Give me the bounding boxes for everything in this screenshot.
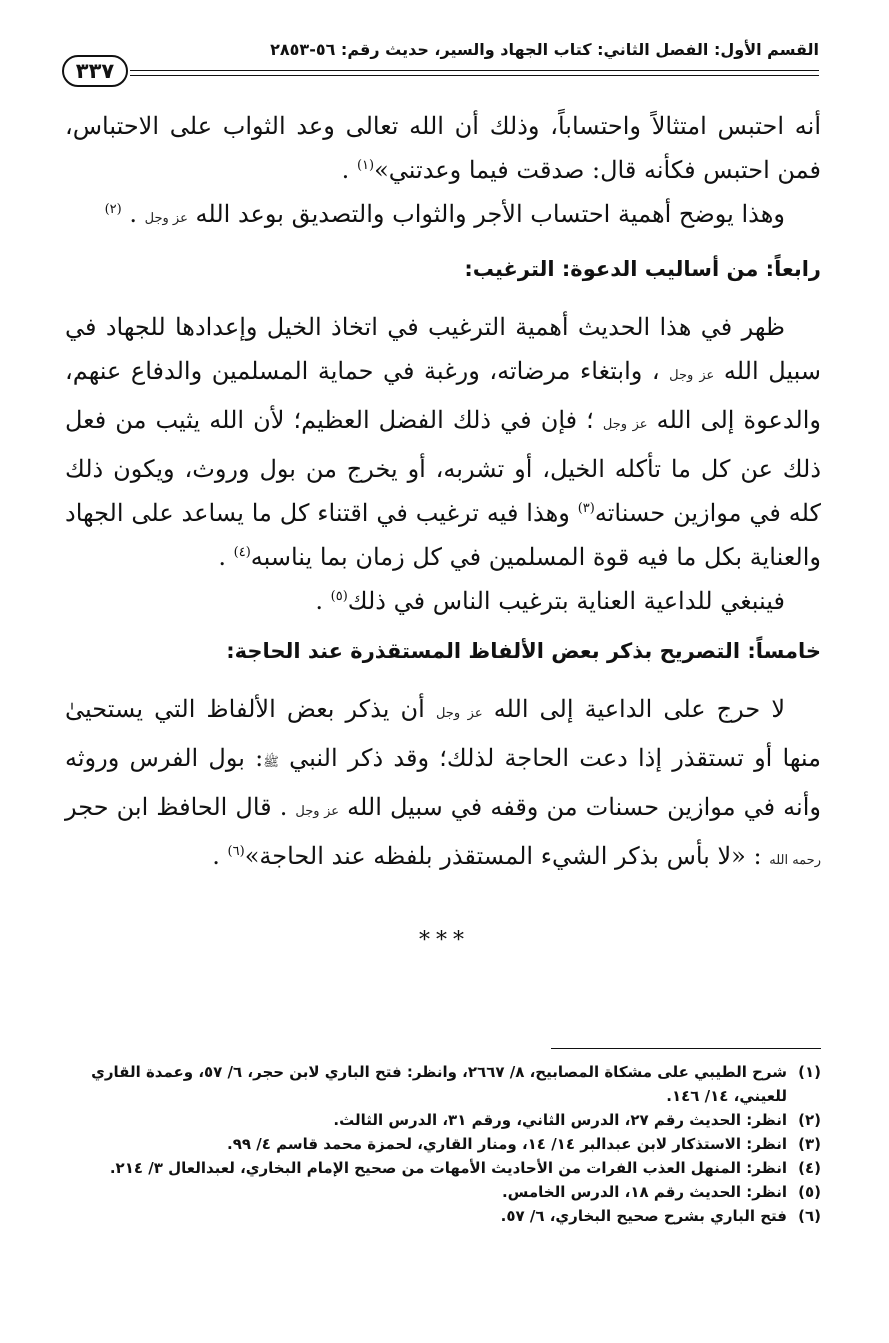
page-number: ٣٣٧ <box>62 55 128 87</box>
footnote-text: انظر: الاستذكار لابن عبدالبر ١٤/ ١٤، ومنار القاري، لحمزة محمد قاسم ٤/ ٩٩. <box>226 1135 787 1153</box>
footnote-ref: (١) <box>356 158 375 173</box>
paragraph <box>65 192 821 241</box>
section-separator: *** <box>419 928 470 953</box>
paragraph-text: ، وابتغاء مرضاته، ورغبة في حماية المسلمين والدفاع عنهم، والدعوة إلى الله <box>65 357 821 434</box>
period: . <box>315 587 323 615</box>
footnote <box>65 1108 821 1132</box>
honorific: عز وجل <box>435 706 483 721</box>
period: . <box>341 156 350 184</box>
paragraph-text: لا حرج على الداعية إلى الله <box>493 695 786 723</box>
footnote-number: (٣) <box>798 1135 821 1153</box>
paragraph-text: فينبغي للداعية العناية بترغيب الناس في ذلك <box>347 587 785 615</box>
footnote-number: (٥) <box>798 1183 821 1201</box>
section-heading: رابعاً: من أساليب الدعوة: الترغيب: <box>464 257 821 281</box>
paragraph-text: وهذا فيه ترغيب في اقتناء كل ما يساعد على الجهاد والعناية بكل ما فيه قوة المسلمين في كل زمان بما يناسبه <box>65 499 821 571</box>
running-head: القسم الأول: الفصل الثاني: كتاب الجهاد والسير، حديث رقم: ٥٦-٢٨٥٣ <box>270 40 819 59</box>
main-text <box>65 104 821 883</box>
honorific: ﷺ <box>263 755 279 770</box>
paragraph <box>65 104 821 192</box>
paragraph-text: أن يذكر بعض الألفاظ التي يستحيىٰ منها أو تستقذر إذا دعت الحاجة لذلك؛ وقد ذكر النبي <box>65 695 822 772</box>
paragraph <box>65 579 821 623</box>
paragraph <box>65 305 821 579</box>
paragraph-text: أنه احتبس امتثالاً واحتساباً، وذلك أن الله تعالى وعد الثواب على الاحتباس، فمن احتبس فكأنه قال: صدقت فيما وعدتني» <box>65 112 821 184</box>
footnote <box>65 1132 821 1156</box>
footnote-number: (١) <box>798 1063 821 1081</box>
footnote-ref: (٤) <box>233 545 251 560</box>
honorific: رحمه الله <box>769 853 821 868</box>
footnote-ref: (٥) <box>330 589 348 604</box>
footnote <box>65 1060 821 1108</box>
footnote-number: (٤) <box>798 1159 821 1177</box>
footnote-text: انظر: الحديث رقم ١٨، الدرس الخامس. <box>501 1183 787 1201</box>
period: . <box>129 200 137 228</box>
honorific: عز وجل <box>602 417 648 432</box>
footnote-text: فتح الباري بشرح صحيح البخاري، ٦/ ٥٧. <box>500 1207 787 1225</box>
footnote-ref: (٣) <box>577 501 595 516</box>
period: . <box>212 842 220 870</box>
footnote <box>65 1204 821 1228</box>
footnote-text: شرح الطيبي على مشكاة المصابيح، ٨/ ٢٦٦٧، وانظر: فتح الباري لابن حجر، ٦/ ٥٧، وعمدة القاري للعيني، ١٤/ ١٤٦. <box>91 1063 787 1105</box>
paragraph-text: : «لا بأس بذكر الشيء المستقذر بلفظه عند الحاجة» <box>244 842 762 870</box>
footnote-number: (٢) <box>798 1111 821 1129</box>
footnote <box>65 1156 821 1180</box>
footnote <box>65 1180 821 1204</box>
header-rule <box>130 70 819 76</box>
honorific: عز وجل <box>669 368 715 383</box>
section-heading: خامساً: التصريح بذكر بعض الألفاظ المستقذرة عند الحاجة: <box>226 639 821 663</box>
paragraph-text: ظهر في هذا الحديث أهمية الترغيب في اتخاذ الخيل وإعدادها للجهاد في سبيل الله <box>65 313 821 385</box>
footnote-text: انظر: المنهل العذب الفرات من الأحاديث الأمهات من صحيح الإمام البخاري، لعبدالعال ٣/ ٢١٤. <box>109 1159 787 1177</box>
footnote-ref: (٦) <box>227 844 245 859</box>
footnotes <box>65 1060 821 1228</box>
footnote-number: (٦) <box>798 1207 821 1225</box>
paragraph-text: وهذا يوضح أهمية احتساب الأجر والثواب والتصديق بوعد الله <box>195 200 785 228</box>
paragraph-text: ؛ فإن في ذلك الفضل العظيم؛ لأن الله يثيب من فعل ذلك عن كل ما تأكله الخيل، أو تشربه، أو يخرج من بول وروث، ويكون ذلك كله في موازين حسناته <box>65 406 821 527</box>
footnote-rule <box>551 1048 821 1049</box>
paragraph-text: : بول الفرس وروثه وأنه في موازين حسنات من وقفه في سبيل الله <box>65 744 821 821</box>
paragraph-text: . قال الحافظ ابن حجر <box>65 793 288 821</box>
period: . <box>218 543 226 571</box>
honorific: عز وجل <box>295 804 340 819</box>
honorific: عز وجل <box>144 211 188 226</box>
paragraph <box>65 687 821 883</box>
footnote-text: انظر: الحديث رقم ٢٧، الدرس الثاني، ورقم ٣١، الدرس الثالث. <box>333 1111 787 1129</box>
footnote-ref: (٢) <box>104 202 122 217</box>
